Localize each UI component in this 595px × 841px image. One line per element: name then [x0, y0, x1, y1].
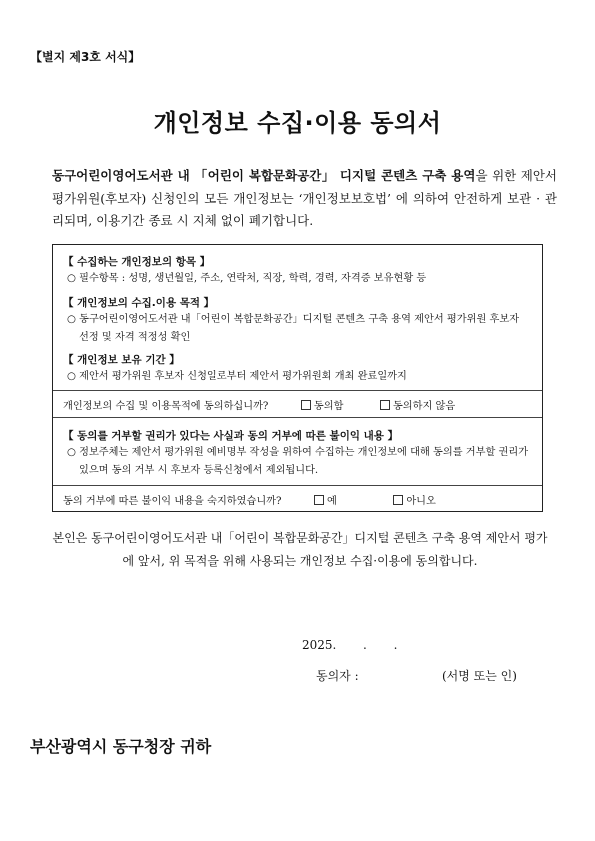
- consent-yes-option[interactable]: [301, 401, 344, 412]
- consent-question: 개인정보의 수집 및 이용목적에 동의하십니까?: [63, 401, 269, 412]
- checkbox-icon[interactable]: [393, 495, 403, 505]
- refusal-no-option[interactable]: [393, 496, 436, 507]
- recipient: 부산광역시 동구청장 귀하: [30, 737, 212, 756]
- agreement-statement: 본인은 동구어린이영어도서관 내「어린이 복합문화공간」디지털 콘텐츠 구축 용역 제안서 평가에 앞서, 위 목적을 위해 사용되는 개인정보 수집·이용에 동의합니다.: [52, 531, 548, 568]
- project-name: 동구어린이영어도서관 내 「어린이 복합문화공간」 디지털 콘텐츠 구축 용역: [52, 168, 476, 183]
- signer-label: 동의자 :: [316, 669, 359, 683]
- period-header: 【 개인정보 보유 기간 】: [63, 354, 180, 366]
- refusal-header: 【 동의를 거부할 권리가 있다는 사실과 동의 거부에 따른 불이익 내용 】: [63, 430, 399, 442]
- refusal-question: 동의 거부에 따른 불이익 내용을 숙지하였습니까?: [63, 496, 282, 507]
- refusal-question-row: [63, 492, 436, 507]
- refusal-text: ○ 정보주체는 제안서 평가위원 예비명부 작성을 위하여 수집하는 개인정보에 대해 동의를 거부할 권리가 있으며 동의 거부 시 후보자 등록신청에서 제외됩니다.: [67, 447, 529, 476]
- purpose-text: ○ 동구어린이영어도서관 내「어린이 복합문화공간」디지털 콘텐츠 구축 용역 제안서 평가위원 후보자 선정 및 자격 적정성 확인: [67, 314, 520, 343]
- divider: [53, 417, 542, 418]
- checkbox-icon[interactable]: [380, 400, 390, 410]
- consent-question-row: [63, 397, 455, 412]
- form-number: 【별지 제3호 서식】: [30, 50, 141, 64]
- refusal-yes-label: 예: [326, 496, 337, 507]
- refusal-yes-option[interactable]: [314, 496, 337, 507]
- items-header: 【 수집하는 개인정보의 항목 】: [63, 256, 211, 268]
- consent-no-label: 동의하지 않음: [392, 401, 456, 412]
- purpose-header: 【 개인정보의 수집.이용 목적 】: [63, 297, 215, 309]
- intro-paragraph: [52, 165, 557, 233]
- intro-text: 을 위한 제안서 평가위원(후보자) 신청인의 모든 개인정보는 ‘개인정보보호법’ 에 의하여 안전하게 보관 · 관리되며, 이용기간 종료 시 지체 없이 폐기합니다.: [52, 168, 557, 228]
- divider: [53, 390, 542, 391]
- date-field[interactable]: 2025. . .: [302, 638, 398, 652]
- period-text: ○ 제안서 평가위원 후보자 신청일로부터 제안서 평가위원회 개최 완료일까지: [67, 371, 407, 382]
- consent-yes-label: 동의함: [313, 401, 344, 412]
- checkbox-icon[interactable]: [314, 495, 324, 505]
- items-text: ○ 필수항목 : 성명, 생년월일, 주소, 연락처, 직장, 학력, 경력, 자격증 보유현황 등: [67, 273, 427, 284]
- consent-box: [52, 244, 543, 512]
- signature-note[interactable]: (서명 또는 인): [442, 669, 517, 683]
- checkbox-icon[interactable]: [301, 400, 311, 410]
- divider: [53, 485, 542, 486]
- consent-no-option[interactable]: [380, 401, 455, 412]
- refusal-no-label: 아니오: [406, 496, 436, 507]
- page-title: 개인정보 수집·이용 동의서: [153, 109, 442, 137]
